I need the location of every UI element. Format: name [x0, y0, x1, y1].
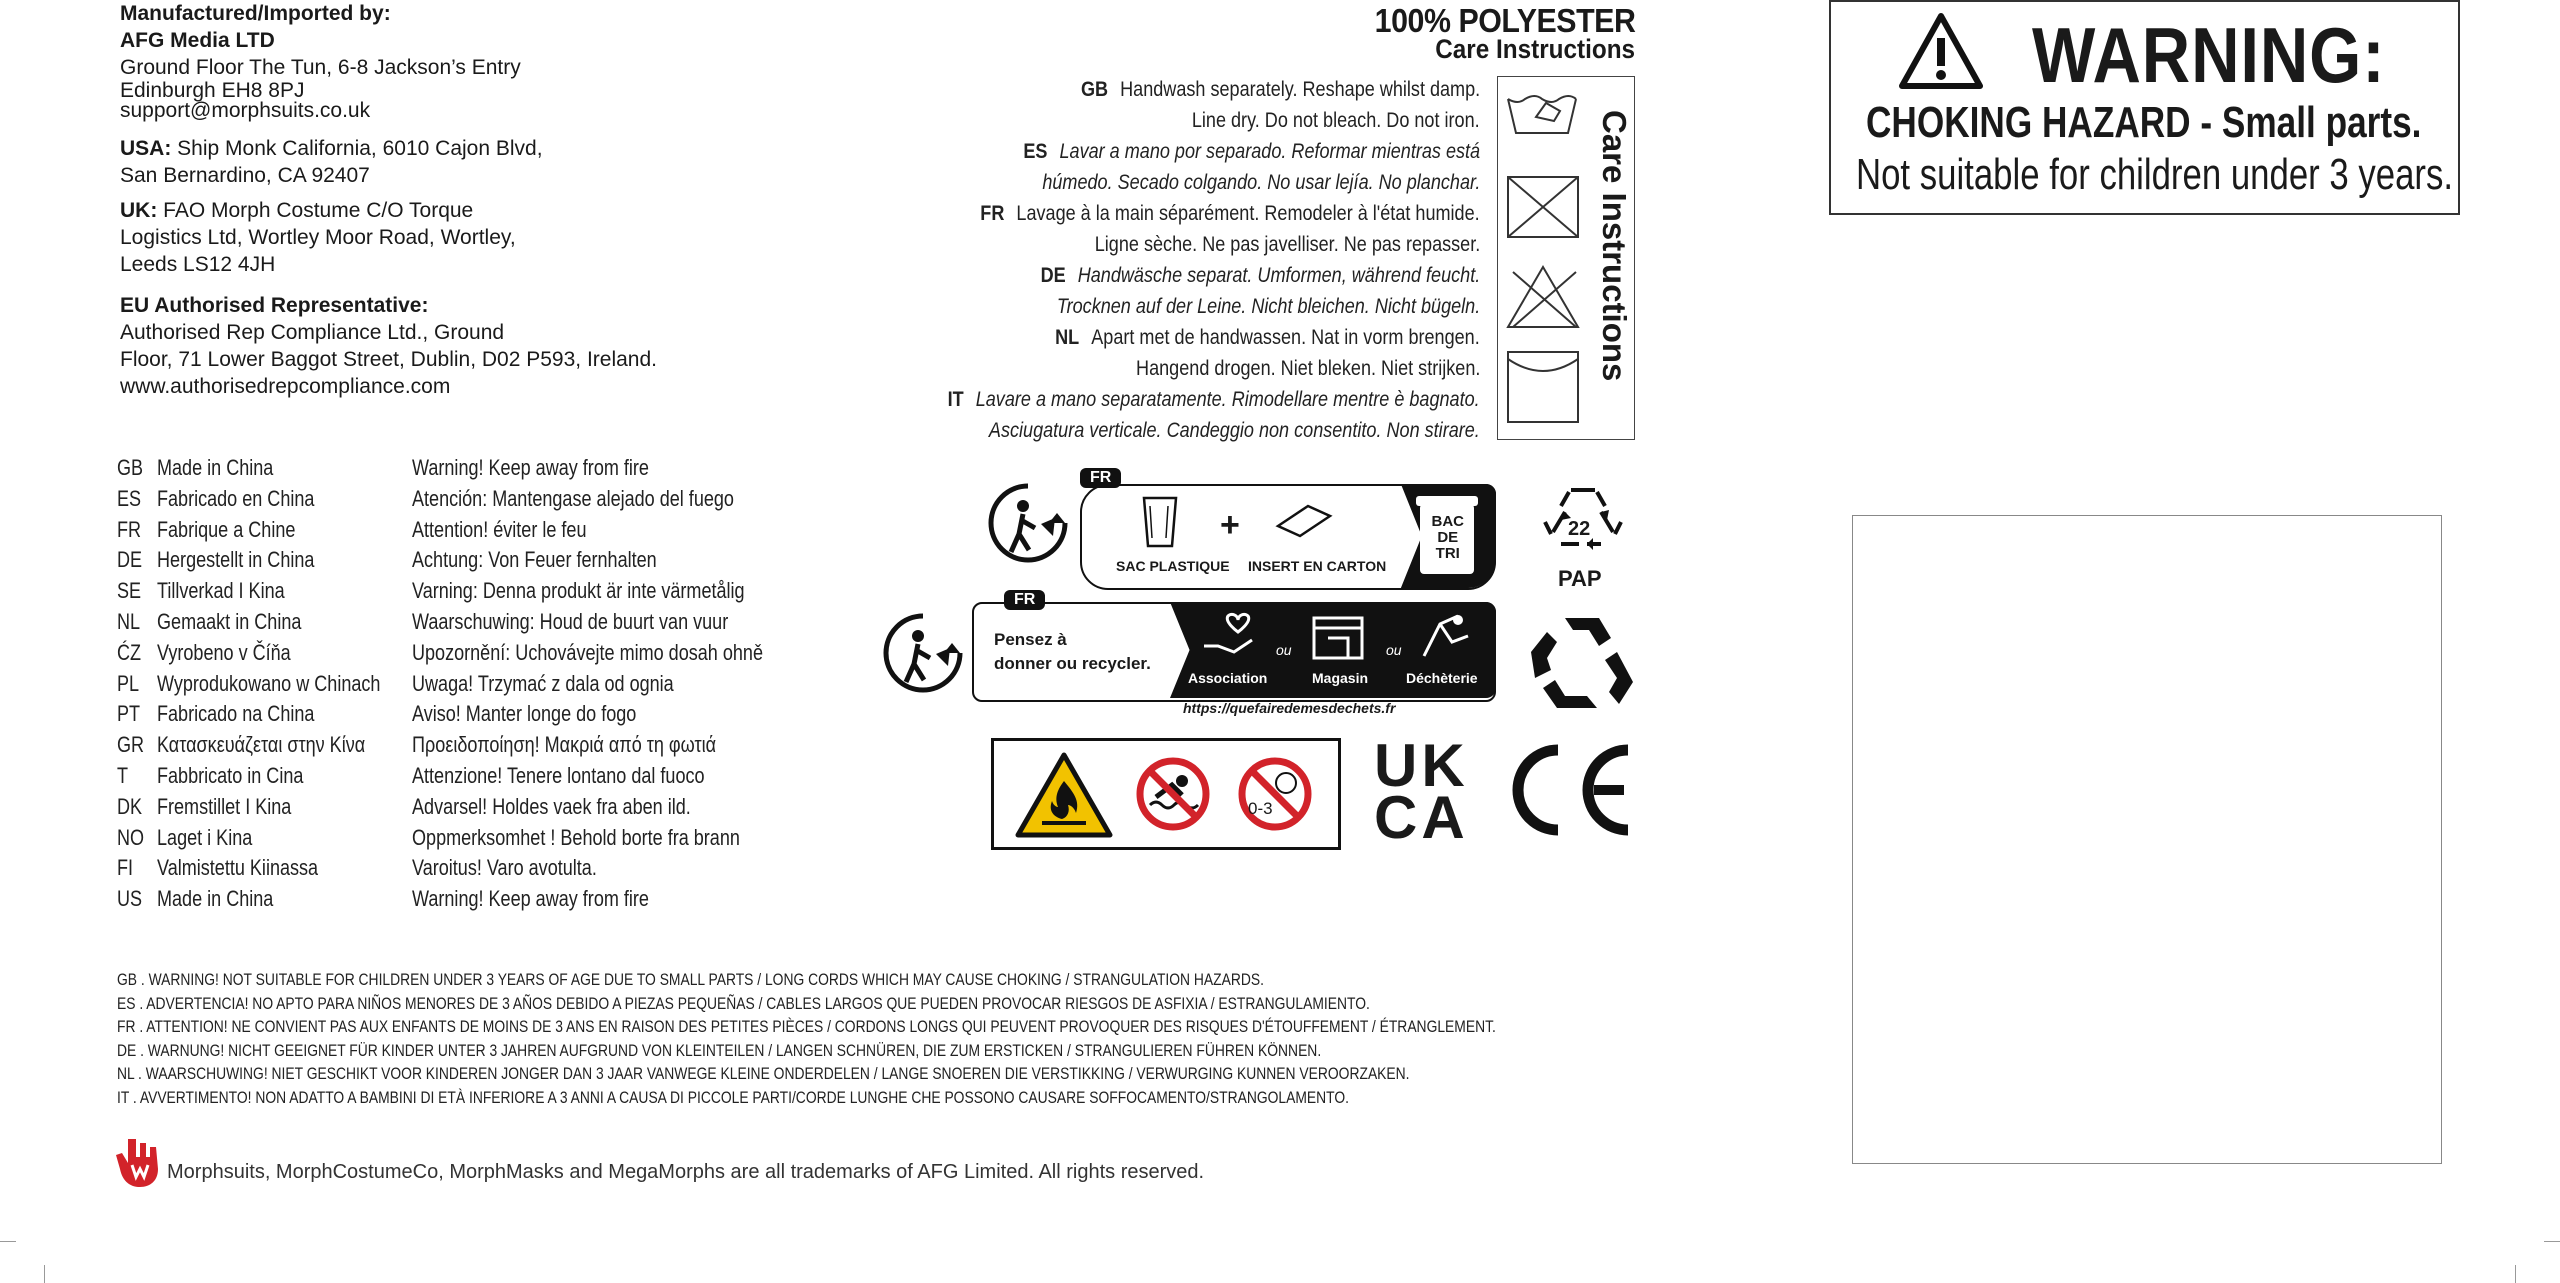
care-line — [1023, 140, 1480, 164]
care-line-text: Trocknen auf der Leine. Nicht bleichen. Nicht bügeln. — [1056, 295, 1480, 318]
address-line1: Ground Floor The Tun, 6-8 Jackson’s Entry — [120, 56, 521, 79]
care-line — [1192, 109, 1480, 133]
lang-made: Fabrique a Chine — [157, 516, 296, 542]
care-line-text: Handwash separately. Reshape whilst damp. — [1119, 78, 1480, 101]
lang-code: DK — [117, 793, 143, 819]
waste-center-icon — [1418, 610, 1474, 662]
no-swimming-icon — [1134, 755, 1212, 833]
usa-line1: Ship Monk California, 6010 Cajon Blvd, — [171, 137, 543, 160]
ukca-top: UK — [1374, 732, 1469, 799]
warning-age-line: Not suitable for children under 3 years. — [1856, 150, 2454, 199]
uk-line1: FAO Morph Costume C/O Torque — [157, 199, 474, 222]
ukca-bottom: CA — [1374, 784, 1469, 851]
care-line — [1055, 326, 1480, 350]
lang-made: Vyrobeno v Číňa — [157, 639, 291, 665]
de-word: DE — [1437, 529, 1459, 546]
lang-made: Gemaakt in China — [157, 609, 302, 634]
lang-warn: Advarsel! Holdes vaek fra aben ild. — [412, 793, 691, 819]
lang-code: NL — [117, 609, 141, 634]
bac-de-tri-label — [1432, 514, 1465, 562]
lang-made: Wyprodukowano w Chinach — [157, 670, 381, 696]
lang-code: ĆZ — [117, 639, 142, 665]
lang-made: Fabricado na China — [157, 701, 315, 727]
care-lang-code: ES — [1023, 140, 1048, 163]
bottom-warning-line: IT . AVVERTIMENTO! NON ADATTO A BAMBINI DI ETÀ INFERIORE A 3 ANNI A CAUSA DI PICCOLE PARTI/CORDE LUNGHE CHE POSSONO CAUSARE SOFFOCAMENTO/STRANGOLAMENTO. — [117, 1089, 1350, 1107]
care-line-text: Lavar a mano por separado. Reformar mientras está — [1059, 140, 1480, 163]
plastic-bag-icon — [1138, 494, 1182, 550]
fr-tag: FR — [1080, 468, 1121, 488]
lang-code: FR — [117, 516, 142, 542]
manufactured-label: Manufactured/Imported by: — [120, 2, 391, 25]
uk-line3: Leeds LS12 4JH — [120, 253, 276, 276]
care-line — [1136, 357, 1480, 381]
care-line-text: Line dry. Do not bleach. Do not iron. — [1192, 109, 1480, 132]
lang-code: GB — [117, 455, 144, 480]
lang-warn: Attenzione! Tenere lontano dal fuoco — [412, 763, 705, 788]
lang-code: GR — [117, 732, 145, 758]
crop-mark-right-v — [2515, 1265, 2516, 1283]
bottom-warning-line: FR . ATTENTION! NE CONVIENT PAS AUX ENFANTS DE MOINS DE 3 ANS EN RAISON DES PETITES PIÈCES / CORDONS LONGS QUI PEUVENT PROVOQUER DES RISQUES D'ÉTOUFFEMENT / ÉTRANGLEMENT. — [117, 1018, 1496, 1037]
crop-mark-left-v — [44, 1265, 45, 1283]
lang-warn: Προειδοποίηση! Μακριά από τη φωτιά — [412, 732, 717, 758]
lang-warn: Upozornění: Uchovávejte mimo dosah ohně — [412, 639, 763, 665]
care-lang-code: DE — [1040, 264, 1066, 287]
lang-made: Fabbricato in Cina — [157, 763, 304, 788]
care-line-text: Handwäsche separat. Umformen, während feucht. — [1077, 264, 1480, 287]
cardboard-insert-icon — [1274, 500, 1334, 540]
care-lang-code: IT — [947, 388, 964, 411]
line-dry-icon — [1508, 352, 1578, 422]
ou-label-1: ou — [1276, 642, 1292, 658]
care-line-text: Lavare a mano separatamente. Rimodellare mentre è bagnato. — [976, 388, 1480, 411]
no-bleach-triangle-icon — [1508, 267, 1578, 327]
lang-code: ES — [117, 485, 142, 511]
lang-made: Made in China — [157, 886, 274, 912]
lang-code: SE — [117, 578, 142, 604]
care-line — [948, 388, 1480, 412]
morphsuits-logo-icon — [114, 1135, 168, 1189]
ce-mark-icon — [1500, 740, 1636, 840]
lang-warn: Atención: Mantengase alejado del fuego — [412, 485, 734, 511]
donate-recycle-panel — [972, 591, 1496, 702]
association-label: Association — [1188, 670, 1268, 686]
triman-icon-2 — [880, 610, 966, 696]
bottom-warning-line: ES . ADVERTENCIA! NO APTO PARA NIÑOS MENORES DE 3 AÑOS DEBIDO A PIEZAS PEQUEÑAS / CABLES LARGOS QUE PUEDEN PROVOCAR RIESGOS DE ASFIXIA / ESTRANGULAMIENTO. — [117, 994, 1370, 1013]
care-line-text: Ligne sèche. Ne pas javelliser. Ne pas repasser. — [1094, 233, 1480, 256]
flammable-warning-icon — [1014, 751, 1114, 839]
polyester-title: 100% POLYESTER — [1374, 2, 1635, 39]
eu-line1: Authorised Rep Compliance Ltd., Ground — [120, 321, 505, 344]
handwash-icon — [1508, 96, 1576, 133]
eu-line2: Floor, 71 Lower Baggot Street, Dublin, D02 P593, Ireland. — [120, 348, 657, 371]
address-line2: Edinburgh EH8 8PJ — [120, 79, 305, 102]
company-name: AFG Media LTD — [120, 29, 275, 52]
care-line — [1042, 171, 1480, 195]
hazard-pictogram-box — [991, 738, 1341, 850]
uk-line2: Logistics Ltd, Wortley Moor Road, Wortley, — [120, 226, 516, 249]
recycle-icon — [1527, 608, 1637, 712]
pensez-line2: donner ou recycler. — [994, 654, 1151, 673]
lang-made: Laget i Kina — [157, 824, 253, 850]
tri-word: TRI — [1435, 545, 1460, 562]
lang-made: Fremstillet I Kina — [157, 793, 292, 819]
fr-tag-2: FR — [1004, 590, 1045, 610]
care-line — [1057, 295, 1480, 319]
no-bleach-icon — [1508, 177, 1578, 237]
lang-warn: Varning: Denna produkt är inte värmetålig — [412, 578, 745, 604]
lang-code: US — [117, 886, 143, 912]
bottom-warning-line: DE . WARNUNG! NICHT GEEIGNET FÜR KINDER UNTER 3 JAHREN AUFGRUND VON KLEINTEILEN / LANGEN SCHNÜREN, DIE ZUM ERSTICKEN / STRANGULIEREN FÜHREN KÖNNEN. — [117, 1041, 1322, 1060]
lang-code: NO — [117, 824, 145, 850]
recycle-url: https://quefairedemesdechets.fr — [1183, 700, 1396, 716]
lang-made: Made in China — [157, 455, 274, 480]
ukca-mark — [1374, 732, 1480, 851]
pensez-line1: Pensez à — [994, 630, 1067, 649]
crop-mark-right — [2544, 1241, 2560, 1242]
lang-made: Valmistettu Kiinassa — [157, 855, 319, 881]
lang-warn: Waarschuwing: Houd de buurt van vuur — [412, 609, 729, 634]
lang-code: PT — [117, 701, 141, 727]
care-line — [1095, 233, 1480, 257]
trademark-notice: Morphsuits, MorphCostumeCo, MorphMasks and MegaMorphs are all trademarks of AFG Limited. All rights reserved. — [167, 1161, 1205, 1183]
lang-code: PL — [117, 670, 140, 696]
triman-packaging-panel — [1080, 469, 1496, 590]
ou-label-2: ou — [1386, 642, 1402, 658]
eu-label: EU Authorised Representative: — [120, 294, 429, 317]
eu-website: www.authorisedrepcompliance.com — [120, 375, 451, 398]
sac-plastique-label: SAC PLASTIQUE — [1116, 558, 1230, 574]
donation-hand-icon — [1200, 610, 1256, 662]
warning-triangle-icon — [1896, 10, 1986, 92]
support-email: support@morphsuits.co.uk — [120, 99, 371, 122]
lang-code: DE — [117, 547, 143, 573]
care-subtitle: Care Instructions — [1435, 34, 1635, 64]
lang-warn: Warning! Keep away from fire — [412, 455, 649, 480]
care-line-text: húmedo. Secado colgando. No usar lejía. No planchar. — [1041, 171, 1480, 194]
warning-choking-line: CHOKING HAZARD - Small parts. — [1866, 98, 2422, 147]
lang-warn: Aviso! Manter longe do fogo — [412, 701, 637, 727]
not-for-under-3-icon — [1236, 755, 1314, 833]
pap-number: 22 — [1568, 518, 1591, 540]
care-lang-code: FR — [980, 202, 1005, 225]
shop-icon — [1310, 610, 1366, 662]
care-line — [981, 202, 1480, 226]
care-line-text: Asciugatura verticale. Candeggio non consentito. Non stirare. — [989, 419, 1480, 442]
care-line-text: Lavage à la main séparément. Remodeler à l'état humide. — [1016, 202, 1480, 225]
lang-made: Hergestellt in China — [157, 547, 315, 573]
lang-warn: Attention! éviter le feu — [412, 516, 587, 542]
lang-warn: Uwaga! Trzymać z dala od ognia — [412, 670, 674, 696]
care-line-text: Apart met de handwassen. Nat in vorm brengen. — [1091, 326, 1480, 349]
lang-made: Tillverkad I Kina — [157, 578, 285, 604]
bac-word: BAC — [1431, 513, 1464, 530]
care-line-text: Hangend drogen. Niet bleken. Niet strijken. — [1135, 357, 1480, 380]
uk-label: UK: — [120, 199, 158, 222]
blank-label-area — [1852, 515, 2442, 1164]
pap-label: PAP — [1558, 566, 1602, 591]
care-line — [1081, 78, 1480, 102]
care-line — [1040, 264, 1480, 288]
age-range-label: 0-3 — [1248, 799, 1273, 818]
lang-code: T — [117, 763, 129, 788]
decheterie-label: Déchèterie — [1406, 670, 1478, 686]
care-line — [989, 419, 1480, 443]
lang-warn: Warning! Keep away from fire — [412, 886, 649, 912]
lang-made: Κατασκευάζεται στην Κίνα — [157, 732, 366, 758]
bottom-warning-line: NL . WAARSCHUWING! NIET GESCHIKT VOOR KINDEREN JONGER DAN 3 JAAR VANWEGE KLEINE ONDERDELEN / LANGE SNOEREN DIE VERSTIKKING / VERWURGING KUNNEN VEROORZAKEN. — [117, 1065, 1410, 1084]
care-vertical-label: Care Instructions — [1596, 110, 1633, 382]
lang-made: Fabricado en China — [157, 485, 315, 511]
triman-icon — [985, 480, 1071, 566]
plus-sign: + — [1220, 506, 1240, 544]
lang-warn: Oppmerksomhet ! Behold borte fra brann — [412, 824, 740, 850]
warning-title: WARNING: — [2032, 11, 2386, 99]
lang-warn: Achtung: Von Feuer fernhalten — [412, 547, 657, 573]
magasin-label: Magasin — [1312, 670, 1369, 686]
usa-label: USA: — [120, 137, 172, 160]
address-block — [120, 0, 820, 400]
crop-mark-left — [0, 1241, 16, 1242]
lang-warn: Varoitus! Varo avotulta. — [412, 855, 597, 881]
insert-carton-label: INSERT EN CARTON — [1248, 558, 1387, 574]
care-lang-code: NL — [1055, 326, 1080, 349]
care-lang-code: GB — [1080, 78, 1108, 101]
lang-code: FI — [117, 855, 134, 881]
bottom-warning-line: GB . WARNING! NOT SUITABLE FOR CHILDREN UNDER 3 YEARS OF AGE DUE TO SMALL PARTS / LONG CORDS WHICH MAY CAUSE CHOKING / STRANGULATION HAZARDS. — [117, 971, 1264, 989]
pensez-text — [994, 628, 1151, 676]
care-vertical-label-wrap — [1597, 110, 1637, 400]
usa-line2: San Bernardino, CA 92407 — [120, 164, 370, 187]
